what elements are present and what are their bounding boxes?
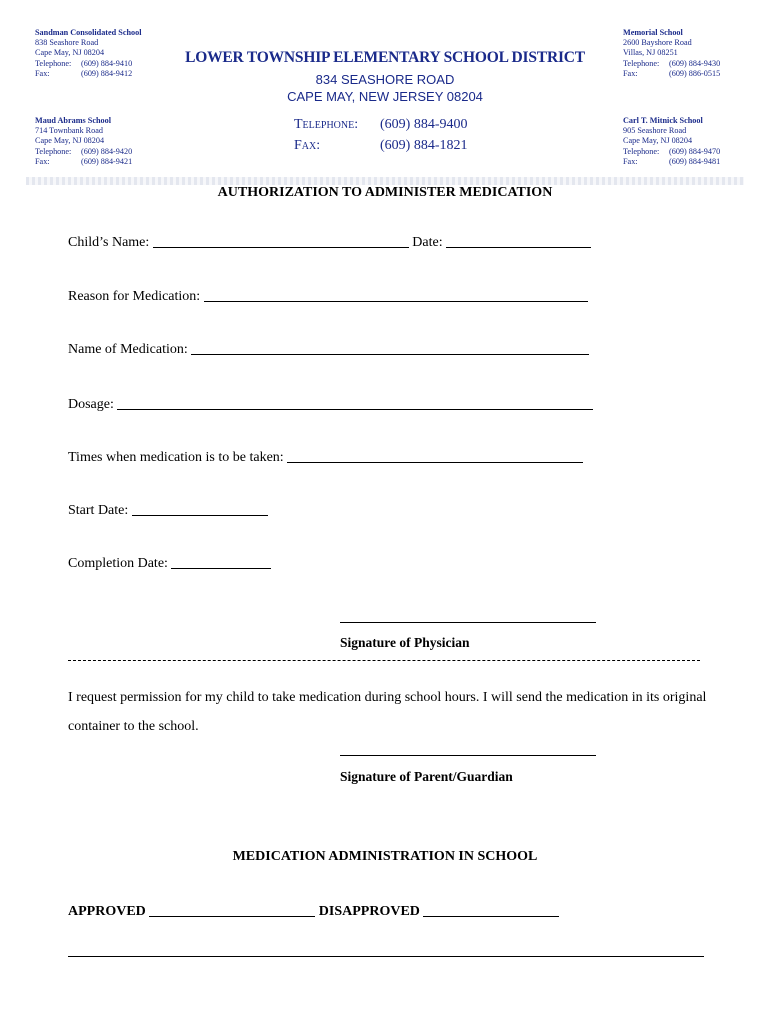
- district-fax: (609) 884-1821: [380, 138, 468, 153]
- parent-signature-field[interactable]: [340, 755, 596, 756]
- medication-name-label: Name of Medication:: [68, 342, 188, 357]
- fax-label: Fax:: [623, 68, 638, 78]
- school-street: 2600 Bayshore Road: [623, 38, 692, 48]
- fax-label: Fax:: [35, 156, 50, 166]
- school-fax: (609) 884-9481: [669, 156, 721, 166]
- telephone-label: Telephone:: [35, 58, 72, 68]
- district-contact: [294, 114, 468, 156]
- approved-field[interactable]: [149, 902, 315, 917]
- times-row: [68, 448, 583, 466]
- childs-name-label: Child’s Name:: [68, 235, 150, 250]
- approval-row: [68, 902, 559, 920]
- district-name: LOWER TOWNSHIP ELEMENTARY SCHOOL DISTRICT: [185, 49, 585, 66]
- school-name: Memorial School: [623, 28, 683, 37]
- medication-name-field[interactable]: [191, 340, 589, 355]
- district-telephone-label: Telephone:: [294, 117, 359, 132]
- approved-label: APPROVED: [68, 904, 146, 919]
- dosage-label: Dosage:: [68, 397, 114, 412]
- completion-date-field[interactable]: [171, 554, 271, 569]
- date-label: Date:: [412, 235, 443, 250]
- permission-statement: I request permission for my child to take medication during school hours. I will send the medication in its original container to the school.: [68, 690, 707, 734]
- parent-signature-label: Signature of Parent/Guardian: [340, 769, 513, 784]
- school-city: Cape May, NJ 08204: [623, 136, 693, 146]
- completion-date-row: [68, 554, 271, 572]
- school-street: 905 Seashore Road: [623, 126, 687, 136]
- start-date-field[interactable]: [132, 501, 268, 516]
- physician-signature-field[interactable]: [340, 622, 596, 623]
- school-name: Maud Abrams School: [35, 116, 111, 125]
- section-divider: [68, 660, 700, 661]
- school-city: Cape May, NJ 08204: [35, 136, 105, 146]
- medication-name-row: [68, 340, 589, 358]
- completion-date-label: Completion Date:: [68, 556, 168, 571]
- form-title: AUTHORIZATION TO ADMINISTER MEDICATION: [217, 185, 553, 200]
- date-field[interactable]: [446, 233, 591, 248]
- district-fax-label: Fax:: [294, 138, 321, 153]
- disapproved-label: DISAPPROVED: [318, 904, 420, 919]
- district-header: [150, 49, 620, 105]
- times-field[interactable]: [287, 448, 583, 463]
- administration-notes-line[interactable]: [68, 956, 704, 957]
- school-telephone: (609) 884-9470: [669, 146, 721, 156]
- childs-name-row: [68, 233, 591, 251]
- school-street: 714 Townbank Road: [35, 126, 103, 136]
- start-date-row: [68, 501, 268, 519]
- childs-name-field[interactable]: [153, 233, 409, 248]
- school-fax: (609) 886-0515: [669, 68, 721, 78]
- fax-label: Fax:: [35, 68, 50, 78]
- school-fax: (609) 884-9412: [81, 68, 133, 78]
- start-date-label: Start Date:: [68, 503, 129, 518]
- reason-row: [68, 287, 588, 305]
- disapproved-field[interactable]: [423, 902, 559, 917]
- dosage-row: [68, 395, 593, 413]
- dosage-field[interactable]: [117, 395, 593, 410]
- school-telephone: (609) 884-9430: [669, 58, 721, 68]
- reason-label: Reason for Medication:: [68, 289, 201, 304]
- memorial-school-block: [623, 28, 720, 79]
- school-street: 838 Seashore Road: [35, 38, 99, 48]
- district-address-line-2: CAPE MAY, NEW JERSEY 08204: [287, 89, 483, 104]
- school-fax: (609) 884-9421: [81, 156, 133, 166]
- school-telephone: (609) 884-9410: [81, 58, 133, 68]
- sandman-school-block: [35, 28, 141, 79]
- school-city: Cape May, NJ 08204: [35, 48, 105, 58]
- school-telephone: (609) 884-9420: [81, 146, 133, 156]
- administration-title: MEDICATION ADMINISTRATION IN SCHOOL: [232, 849, 538, 864]
- district-telephone: (609) 884-9400: [380, 117, 468, 132]
- school-name: Carl T. Mitnick School: [623, 116, 703, 125]
- telephone-label: Telephone:: [35, 146, 72, 156]
- school-city: Villas, NJ 08251: [623, 48, 678, 58]
- reason-field[interactable]: [204, 287, 588, 302]
- letterhead-divider: [26, 177, 744, 185]
- district-address-line-1: 834 SEASHORE ROAD: [315, 72, 455, 87]
- times-label: Times when medication is to be taken:: [68, 450, 284, 465]
- abrams-school-block: [35, 116, 132, 167]
- telephone-label: Telephone:: [623, 146, 660, 156]
- fax-label: Fax:: [623, 156, 638, 166]
- school-name: Sandman Consolidated School: [35, 28, 142, 37]
- mitnick-school-block: [623, 116, 720, 167]
- physician-signature-label: Signature of Physician: [340, 635, 470, 650]
- telephone-label: Telephone:: [623, 58, 660, 68]
